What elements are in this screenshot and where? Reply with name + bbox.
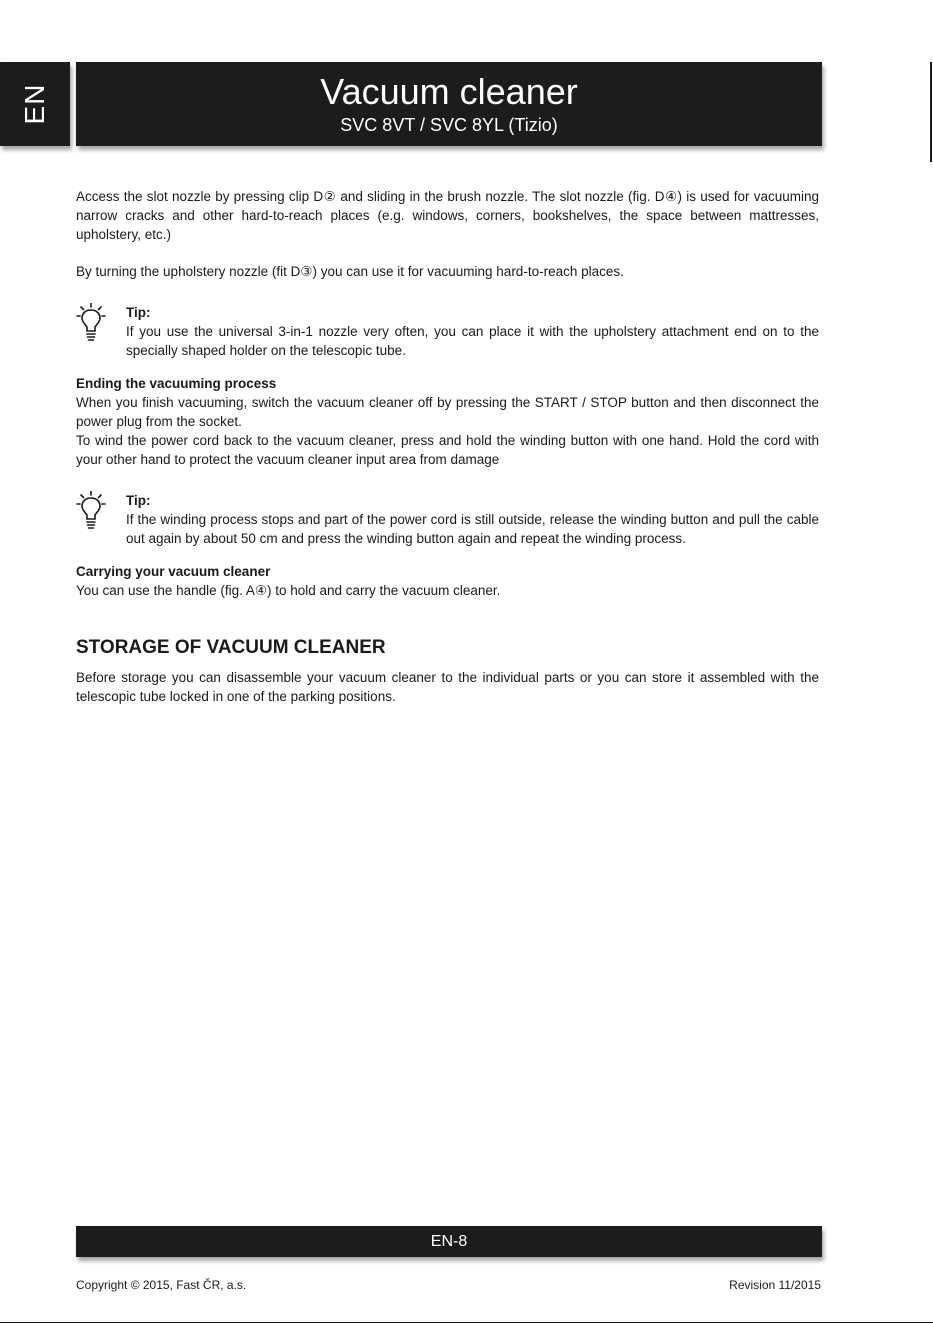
edge-mark [930,62,932,162]
tip-box-nozzle [76,303,819,360]
heading-ending-vacuuming: Ending the vacuuming process [76,376,277,391]
tip-label: Tip: [126,305,151,320]
bottom-rule [0,1322,933,1323]
paragraph-carrying: You can use the handle (fig. A④) to hold and carry the vacuum cleaner. [76,583,501,598]
revision-text: Revision 11/2015 [729,1278,821,1292]
paragraph-slot-nozzle: Access the slot nozzle by pressing clip D② and sliding in the brush nozzle. The slot nozzle (fig. D④) is used for vacuuming narrow cracks and other hard-to-reach places (e.g. windows, corners, bookshelves, the space between mattresses, upholstery, etc.) [76,189,819,242]
language-label: EN [19,83,50,125]
page-number: EN-8 [430,1233,468,1250]
page-header [76,62,822,146]
main-content [76,187,819,706]
paragraph-ending-1: When you finish vacuuming, switch the vacuum cleaner off by pressing the START / STOP button and then disconnect the power plug from the socket. [76,395,819,429]
heading-carrying: Carrying your vacuum cleaner [76,564,271,579]
tip-text: If the winding process stops and part of the power cord is still outside, release the winding button and pull the cable out again by about 50 cm and press the winding button again and repeat the winding process. [126,512,819,546]
paragraph-upholstery-nozzle: By turning the upholstery nozzle (fit D③) you can use it for vacuuming hard-to-reach places. [76,264,624,279]
heading-storage: STORAGE OF VACUUM CLEANER [76,637,386,658]
paragraph-storage: Before storage you can disassemble your vacuum cleaner to the individual parts or you can store it assembled with the telescopic tube locked in one of the parking positions. [76,670,819,704]
copyright-text: Copyright © 2015, Fast ČR, a.s. [76,1278,247,1292]
paragraph-ending-2: To wind the power cord back to the vacuum cleaner, press and hold the winding button with one hand. Hold the cord with your other hand to protect the vacuum cleaner input area from damage [76,433,819,467]
tip-label: Tip: [126,493,151,508]
lightbulb-icon [76,303,106,343]
tip-box-winding [76,491,819,548]
tip-text: If you use the universal 3-in-1 nozzle very often, you can place it with the upholstery attachment end on to the specially shaped holder on the telescopic tube. [126,324,819,358]
page-title: Vacuum cleaner [320,71,578,112]
language-tab [0,62,70,146]
page-subtitle: SVC 8VT / SVC 8YL (Tizio) [340,115,558,135]
page-number-bar [76,1226,822,1257]
lightbulb-icon [76,491,106,531]
